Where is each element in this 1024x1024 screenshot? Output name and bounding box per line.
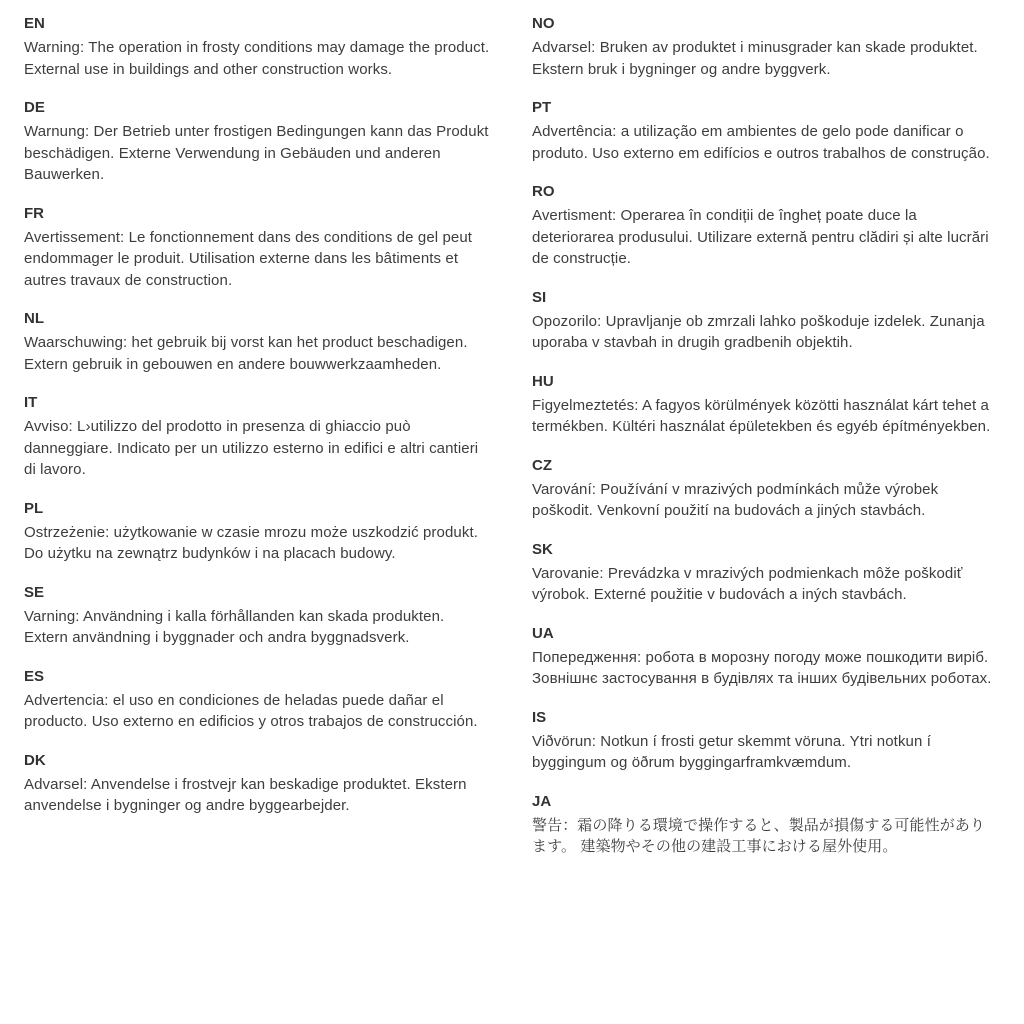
warning-text-ja: 警告：霜の降りる環境で操作すると、製品が損傷する可能性があります。 建築物やその他の建設工事における屋外使用。 [532, 816, 986, 855]
entry-sk [532, 540, 1000, 606]
warning-text-pl: Ostrzeżenie: użytkowanie w czasie mrozu może uszkodzić produkt. Do użytku na zewnątrz budynków i na placach budowy. [24, 523, 478, 562]
warning-text-si: Opozorilo: Upravljanje ob zmrzali lahko poškoduje izdelek. Zunanja uporaba v stavbah in drugih gradbenih objektih. [532, 312, 985, 351]
language-code-dk: DK [24, 751, 46, 769]
entry-si [532, 288, 1000, 354]
language-code-de: DE [24, 99, 45, 116]
entry-de [24, 98, 492, 186]
language-code-sk: SK [532, 540, 553, 558]
warning-text-is: Viðvörun: Notkun í frosti getur skemmt vöruna. Ytri notkun í byggingum og öðrum byggingarframkvæmdum. [532, 732, 931, 771]
language-code-ro: RO [532, 183, 555, 200]
warning-text-sk: Varovanie: Prevádzka v mrazivých podmienkach môže poškodiť výrobok. Externé použitie v budovách a iných stavbách. [532, 564, 963, 603]
entry-ua [532, 624, 1000, 690]
language-code-is: IS [532, 708, 547, 726]
entry-dk [24, 751, 492, 817]
warning-text-se: Varning: Användning i kalla förhållanden kan skada produkten. Extern användning i byggnader och andra byggnadsverk. [24, 607, 445, 646]
warning-text-hu: Figyelmeztetés: A fagyos körülmények közötti használat kárt tehet a termékben. Kültéri használat épületekben és egyéb építményekben. [532, 396, 991, 435]
language-code-pt: PT [532, 99, 552, 116]
warning-text-pt: Advertência: a utilização em ambientes de gelo pode danificar o produto. Uso externo em edifícios e outros trabalhos de construção. [532, 123, 990, 162]
language-code-es: ES [24, 667, 45, 685]
entry-fr [24, 204, 492, 292]
entry-se [24, 583, 492, 649]
entry-cz [532, 456, 1000, 522]
warning-text-ua: Попередження: робота в морозну погоду може пошкодити виріб. Зовнішнє застосування в будівлях та інших будівельних роботах. [532, 648, 992, 687]
language-code-en: EN [24, 15, 45, 32]
language-code-ua: UA [532, 624, 554, 642]
language-code-no: NO [532, 15, 555, 32]
warning-text-no: Advarsel: Bruken av produktet i minusgrader kan skade produktet. Ekstern bruk i bygninger og andre byggverk. [532, 39, 978, 78]
entry-hu [532, 372, 1000, 438]
entry-it [24, 393, 492, 481]
left-column [24, 14, 492, 876]
language-code-se: SE [24, 583, 45, 601]
language-code-pl: PL [24, 499, 44, 517]
entry-nl [24, 309, 492, 375]
warning-text-de: Warnung: Der Betrieb unter frostigen Bedingungen kann das Produkt beschädigen. Externe Verwendung in Gebäuden und anderen Bauwerken. [24, 123, 489, 183]
warning-text-fr: Avertissement: Le fonctionnement dans des conditions de gel peut endommager le produit. Utilisation externe dans les bâtiments et autres travaux de construction. [24, 228, 473, 289]
warning-text-nl: Waarschuwing: het gebruik bij vorst kan het product beschadigen. Extern gebruik in gebouwen en andere bouwwerkzaamheden. [24, 334, 468, 373]
entry-pl [24, 499, 492, 565]
warning-text-ro: Avertisment: Operarea în condiții de îngheț poate duce la deteriorarea produsului. Utilizare externă pentru clădiri și alte lucrări de construcție. [532, 207, 989, 267]
language-code-fr: FR [24, 204, 44, 222]
language-code-si: SI [532, 288, 547, 306]
language-code-it: IT [24, 394, 38, 411]
warning-text-en: Warning: The operation in frosty conditions may damage the product. External use in buildings and other construction works. [24, 39, 490, 78]
entry-es [24, 667, 492, 733]
entry-no [532, 14, 1000, 80]
warning-text-cz: Varování: Používání v mrazivých podmínkách může výrobek poškodit. Venkovní použití na budovách a jiných stavbách. [532, 480, 939, 519]
language-code-ja: JA [532, 792, 552, 810]
warning-text-it: Avviso: L›utilizzo del prodotto in presenza di ghiaccio può danneggiare. Indicato per un utilizzo esterno in edifici e altri cantieri di lavoro. [24, 418, 479, 478]
entry-is [532, 708, 1000, 774]
language-code-hu: HU [532, 372, 554, 390]
entry-ja [532, 792, 1000, 858]
warning-text-es: Advertencia: el uso en condiciones de heladas puede dañar el producto. Uso externo en edificios y otros trabajos de construcción. [24, 691, 478, 730]
entry-pt [532, 98, 1000, 164]
warning-text-dk: Advarsel: Anvendelse i frostvejr kan beskadige produktet. Ekstern anvendelse i bygninger og andre byggearbejder. [24, 775, 467, 814]
language-code-cz: CZ [532, 456, 552, 474]
entry-en [24, 14, 492, 80]
entry-ro [532, 182, 1000, 270]
right-column [532, 14, 1000, 876]
language-code-nl: NL [24, 310, 44, 327]
